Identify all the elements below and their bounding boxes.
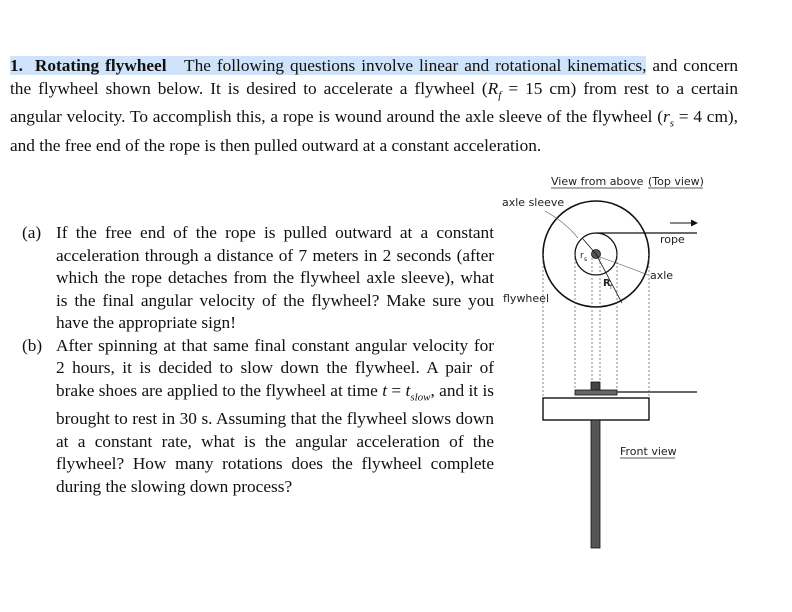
rs-radius-line (583, 239, 596, 254)
rf-radius-sub: f (610, 284, 613, 291)
rf-symbol: R (487, 78, 499, 98)
t-slow-symbol: t (405, 380, 411, 400)
intro-highlighted: The following questions involve linear and rotational kinematics, (184, 56, 647, 75)
problem-heading: Rotating flywheel (34, 56, 167, 75)
axle-shaft-front (591, 420, 600, 548)
projection-lines (543, 254, 649, 400)
intro-line5: constant acceleration. (391, 136, 542, 156)
front-view-label: Front view (620, 445, 677, 458)
part-a-label: (a) (22, 223, 42, 242)
rs-value: = 4 cm), and the free end of the rope is then pulled outward at a (10, 107, 738, 156)
rs-subscript: s (669, 117, 674, 130)
top-view-title: View from above (551, 175, 644, 188)
axle-sleeve-front (575, 390, 617, 395)
rf-value: = 15 cm) (501, 78, 577, 98)
rope-arrow-head (691, 220, 698, 227)
intro-line2: and concern the flywheel shown below. It is desired to accelerate a flywheel ( (10, 56, 738, 98)
intro-line4: sleeve of the flywheel ( (498, 107, 663, 127)
part-b-label: (b) (22, 335, 43, 355)
part-b-text-pre: After spinning at that same final constant angular velocity for 2 hours, it is decided to slow down the flywheel. A pair of brake shoes are applied to the flywheel at time (56, 335, 494, 400)
t-slow-subscript: slow (410, 390, 431, 403)
rf-subscript: f (498, 88, 502, 101)
intro-line3: from rest to a certain angular velocity. To accomplish this, a rope is wound around the axle (10, 78, 739, 127)
t-equals: = (387, 380, 406, 400)
rs-symbol: r (662, 107, 670, 127)
part-a-text: If the free end of the rope is pulled outward at a constant acceleration through a distance of 7 meters in 2 seconds (after which the rope detaches from the flywheel axle sleeve), what is the final angular velocity of the flywheel? Make sure you have the appropriate sign! (56, 223, 494, 332)
axle-sleeve-label: axle sleeve (502, 196, 565, 209)
rope-label: rope (660, 233, 685, 246)
rf-radius-label: R (603, 278, 611, 289)
rs-radius-sub: s (584, 256, 588, 263)
part-b-text-post: , and it is brought to rest in 30 s. Assuming that the flywheel slows down at a constant rate, what is the angular acceleration of the flywheel? How many rotations does the flywheel complete during the slowing down process? (56, 380, 494, 496)
axle-label: axle (650, 269, 674, 282)
axle-sleeve-leader (545, 211, 578, 238)
rs-radius-label: r (580, 251, 584, 261)
t-symbol: t (382, 380, 388, 400)
flywheel-disk-front (543, 398, 649, 420)
problem-number: 1. (10, 56, 23, 75)
top-view-subtitle: (Top view) (648, 175, 704, 188)
flywheel-label: flywheel (503, 292, 549, 305)
